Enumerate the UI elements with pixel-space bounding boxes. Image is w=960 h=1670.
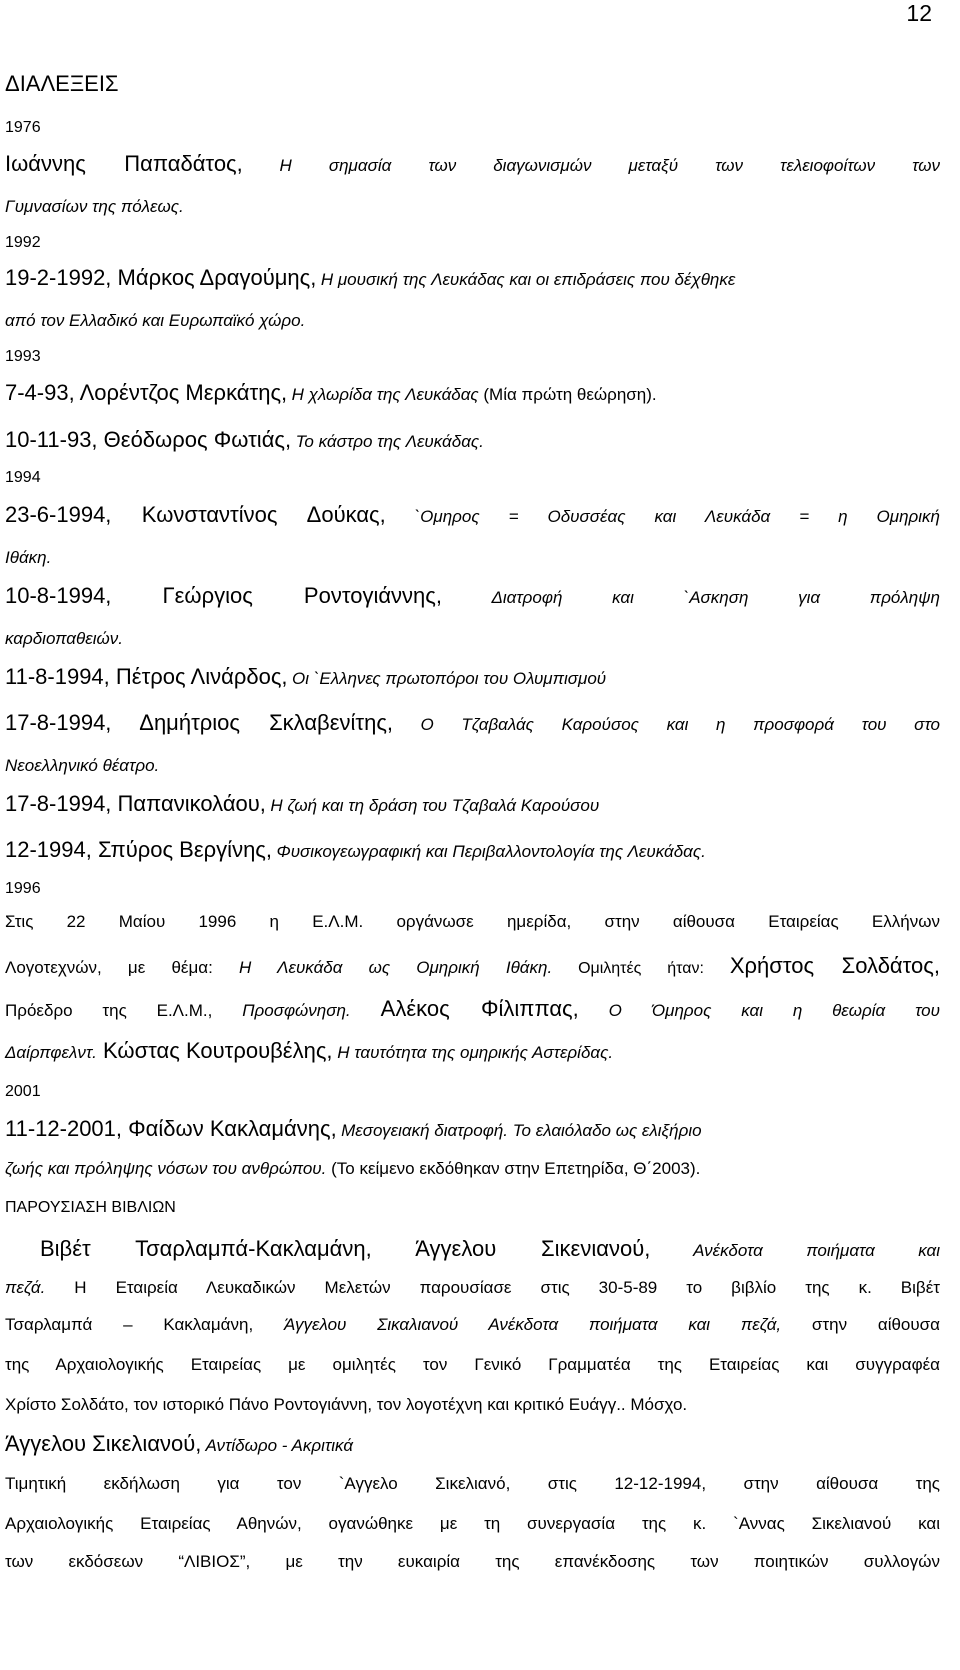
lecture-title: Η χλωρίδα της Λευκάδας <box>291 385 479 404</box>
entry-line <box>5 1432 940 1456</box>
entry-line <box>5 997 940 1021</box>
entry-line: από τον Ελλαδικό και Ευρωπαϊκό χώρο. <box>5 311 306 330</box>
entry-line: Χρίστο Σολδάτο, τον ιστορικό Πάνο Ροντογιάννη, τον λογοτέχνη και κριτικό Ευάγγ.. Μόσχο. <box>5 1395 688 1414</box>
entry-line: Ιθάκη. <box>5 548 52 567</box>
text-run: Λογοτεχνών, με θέμα: <box>5 958 239 977</box>
text-run: Η Εταιρεία Λευκαδικών Μελετών παρουσίασε στις 30-5-89 το βιβλίο της κ. Βιβέτ <box>45 1278 940 1297</box>
entry-line <box>5 665 940 689</box>
entry-line <box>5 838 940 862</box>
lecture-title: Ο Τζαβαλάς Καρούσος και η προσφορά του στο <box>420 715 941 734</box>
entry-line <box>5 1117 940 1141</box>
lecture-title: Μεσογειακή διατροφή. Το ελαιόλαδο ως ελιξήριο <box>341 1121 702 1140</box>
talk-title: Δαίρπφελντ. <box>5 1043 97 1062</box>
book-title: πεζά. <box>5 1278 46 1297</box>
entry-line: Τιμητική εκδήλωση για τον `Αγγελο Σικελιανό, στις 12-12-1994, στην αίθουσα της <box>5 1474 940 1493</box>
talk-title: Ο Όμηρος και η θεωρία του <box>578 1001 940 1020</box>
text-run: (Το κείμενο εκδόθηκαν στην Επετηρίδα, Θ΄2003). <box>326 1159 701 1178</box>
entry-line <box>5 1039 940 1063</box>
entry-line <box>5 266 940 290</box>
section-heading-lectures: ΔΙΑΛΕΞΕΙΣ <box>5 71 119 96</box>
text-run: Πρόεδρο της Ε.Λ.Μ., <box>5 1001 243 1020</box>
lecture-title: `Ομηρος = Οδυσσέας και Λευκάδα = η Ομηρική <box>414 507 940 526</box>
entry-line <box>5 152 940 176</box>
lecturer: 11-12-2001, Φαίδων Κακλαμάνης, <box>5 1116 337 1141</box>
entry-line <box>5 711 940 735</box>
book-author: Άγγελου Σικελιανού, <box>5 1431 202 1456</box>
lecturer: Ιωάννης Παπαδάτος, <box>5 151 243 176</box>
lecturer: 10-8-1994, Γεώργιος Ροντογιάννης, <box>5 583 443 608</box>
book-author: Βιβέτ Τσαρλαμπά-Κακλαμάνη, Άγγελου Σικενιανού, <box>40 1236 651 1261</box>
entry-line <box>5 954 940 978</box>
speaker: Χρήστος Σολδάτος, <box>729 953 940 978</box>
book-title: Αντίδωρο - Ακριτικά <box>201 1436 354 1455</box>
lecture-title: Η σημασία των διαγωνισμών μεταξύ των τελειοφοίτων των <box>279 156 940 175</box>
lecturer: 11-8-1994, Πέτρος Λινάρδος, <box>5 664 288 689</box>
book-title: Ανέκδοτα ποιήματα και <box>650 1241 940 1260</box>
speaker: Κώστας Κουτρουβέλης, <box>96 1038 333 1063</box>
entry-line <box>5 584 940 608</box>
text-run: στην αίθουσα <box>781 1315 940 1334</box>
entry-line: Αρχαιολογικής Εταιρείας Αθηνών, ογανώθηκε με τη συνεργασία της κ. `Αννας Σικελιανού και <box>5 1514 940 1533</box>
entry-line <box>5 381 940 405</box>
entry-line: της Αρχαιολογικής Εταιρείας με ομιλητές τον Γενικό Γραμματέα της Εταιρείας και συγγραφέα <box>5 1355 940 1374</box>
lecturer: 17-8-1994, Δημήτριος Σκλαβενίτης, <box>5 710 394 735</box>
lecture-title: Διατροφή και `Ασκηση για πρόληψη <box>491 588 940 607</box>
text-run: Ομιλητές ήταν: <box>552 960 730 977</box>
year-1993: 1993 <box>5 348 41 365</box>
talk-title: Προσφώνηση. <box>242 1001 351 1020</box>
page-number: 12 <box>906 0 932 26</box>
entry-line <box>5 1279 940 1298</box>
lecturer: 10-11-93, Θεόδωρος Φωτιάς, <box>5 427 292 452</box>
year-1992: 1992 <box>5 234 41 251</box>
entry-line <box>5 792 940 816</box>
event-title: Η Λευκάδα ως Ομηρική Ιθάκη. <box>239 958 553 977</box>
entry-line: των εκδόσεων “ΛΙΒΙΟΣ”, με την ευκαιρία της επανέκδοσης των ποιητικών συλλογών <box>5 1552 940 1571</box>
entry-line <box>5 1316 940 1335</box>
year-1994: 1994 <box>5 469 41 486</box>
entry-line: Γυμνασίων της πόλεως. <box>5 197 184 216</box>
entry-line <box>5 503 940 527</box>
speaker: Αλέκος Φίλιππας, <box>350 996 579 1021</box>
entry-line <box>5 428 940 452</box>
year-1996: 1996 <box>5 880 41 897</box>
year-1976: 1976 <box>5 119 41 136</box>
lecture-title: Η μουσική της Λευκάδας και οι επιδράσεις που δέχθηκε <box>320 270 736 289</box>
lecturer: 19-2-1992, Μάρκος Δραγούμης, <box>5 265 317 290</box>
lecturer: 7-4-93, Λορέντζος Μερκάτης, <box>5 380 288 405</box>
lecture-title: Το κάστρο της Λευκάδας. <box>295 432 484 451</box>
entry-line <box>5 1160 940 1179</box>
lecturer: 12-1994, Σπύρος Βεργίνης, <box>5 837 273 862</box>
entry-line <box>40 1237 940 1261</box>
lecture-title: Οι `Ελληνες πρωτοπόροι του Ολυμπισμού <box>292 669 607 688</box>
entry-line: καρδιοπαθειών. <box>5 629 123 648</box>
lecturer: 23-6-1994, Κωνσταντίνος Δούκας, <box>5 502 386 527</box>
book-title: Άγγελου Σικαλιανού Ανέκδοτα ποιήματα και πεζά, <box>283 1315 782 1334</box>
year-2001: 2001 <box>5 1083 41 1100</box>
section-heading-book-presentation: ΠΑΡΟΥΣΙΑΣΗ ΒΙΒΛΙΩΝ <box>5 1199 176 1216</box>
lecture-title: ζωής και πρόληψης νόσων του ανθρώπου. <box>5 1159 327 1178</box>
entry-line: Στις 22 Μαίου 1996 η Ε.Λ.Μ. οργάνωσε ημερίδα, στην αίθουσα Εταιρείας Ελλήνων <box>5 912 940 931</box>
lecturer: 17-8-1994, Παπανικολάου, <box>5 791 266 816</box>
entry-line: Νεοελληνικό θέατρο. <box>5 756 160 775</box>
talk-title: Η ταυτότητα της ομηρικής Αστερίδας. <box>332 1043 614 1062</box>
lecture-title: Η ζωή και τη δράση του Τζαβαλά Καρούσου <box>270 796 600 815</box>
lecture-note: (Μία πρώτη θεώρηση). <box>478 385 657 404</box>
text-run: Τσαρλαμπά – Κακλαμάνη, <box>5 1315 284 1334</box>
lecture-title: Φυσικογεωγραφική και Περιβαλλοντολογία της Λευκάδας. <box>276 842 706 861</box>
